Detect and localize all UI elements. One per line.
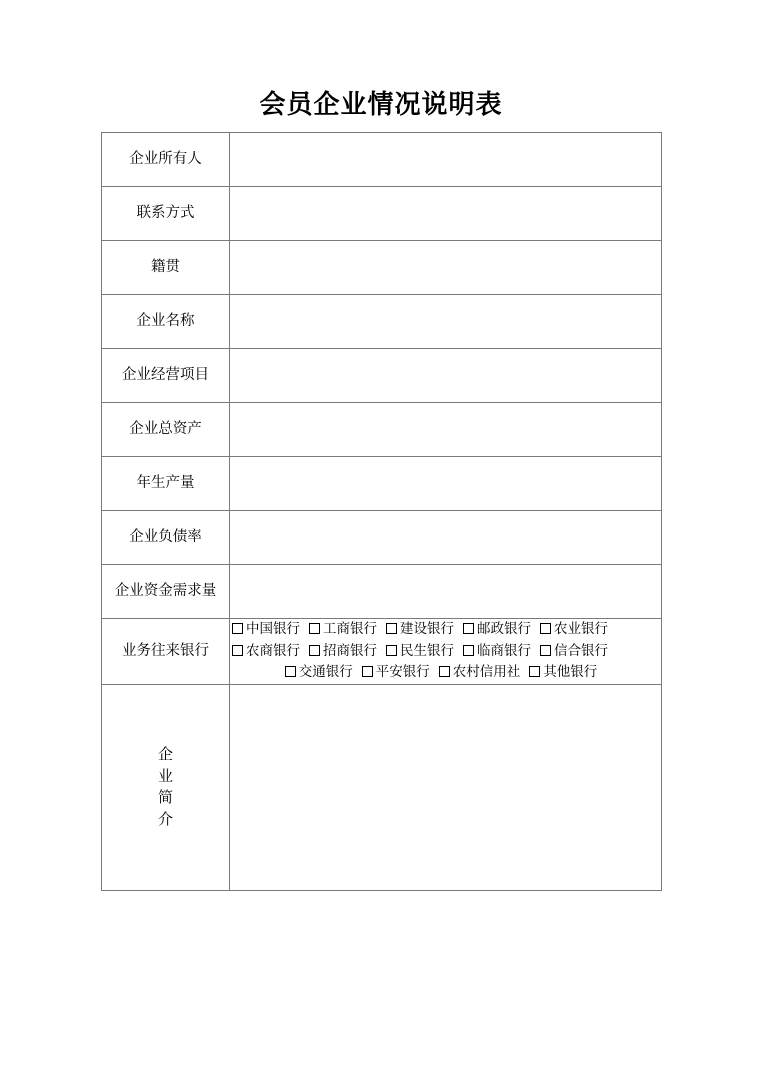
checkbox-icon[interactable]: [309, 623, 320, 634]
bank-option-label: 交通银行: [298, 664, 353, 681]
bank-option-label: 其他银行: [543, 664, 598, 681]
field-value-business-project[interactable]: [230, 349, 662, 403]
bank-option-line-3: [230, 662, 661, 684]
field-label-hometown: 籍贯: [102, 241, 230, 295]
bank-option[interactable]: [529, 662, 597, 684]
field-label-capital-demand: 企业资金需求量: [102, 565, 230, 619]
intro-label-char: 介: [157, 810, 173, 829]
checkbox-icon[interactable]: [232, 645, 243, 656]
bank-option-label: 中国银行: [246, 621, 300, 637]
table-row: [102, 295, 662, 349]
field-label-debt-ratio: 企业负债率: [102, 511, 230, 565]
bank-option-label: 农业银行: [554, 621, 608, 637]
bank-option[interactable]: [386, 641, 454, 663]
field-label-company-name: 企业名称: [102, 295, 230, 349]
bank-option-label: 邮政银行: [477, 621, 531, 637]
field-label-total-assets: 企业总资产: [102, 403, 230, 457]
bank-option[interactable]: [285, 662, 353, 684]
table-row: [102, 403, 662, 457]
field-label-banks: 业务往来银行: [102, 619, 230, 685]
intro-label-char: 简: [157, 788, 173, 807]
bank-option-label: 建设银行: [400, 621, 454, 637]
bank-option[interactable]: [232, 619, 300, 641]
bank-option-label: 临商银行: [477, 642, 531, 659]
bank-option[interactable]: [386, 619, 454, 641]
field-value-annual-output[interactable]: [230, 457, 662, 511]
table-row: [102, 349, 662, 403]
field-value-owner[interactable]: [230, 133, 662, 187]
table-body: [102, 133, 662, 891]
bank-option-label: 信合银行: [554, 642, 608, 659]
bank-option-label: 民生银行: [400, 642, 454, 659]
checkbox-icon[interactable]: [386, 645, 397, 656]
field-value-hometown[interactable]: [230, 241, 662, 295]
bank-option-label: 平安银行: [375, 664, 430, 681]
bank-option[interactable]: [540, 641, 608, 663]
bank-option-label: 工商银行: [323, 621, 377, 637]
page-title: 会员企业情况说明表: [259, 90, 503, 120]
table-row: [102, 241, 662, 295]
table-row-intro: [102, 684, 662, 890]
checkbox-icon[interactable]: [540, 645, 551, 656]
field-label-business-project: 企业经营项目: [102, 349, 230, 403]
bank-option-line-1: [230, 619, 661, 641]
field-value-contact[interactable]: [230, 187, 662, 241]
member-enterprise-form-table: [101, 132, 662, 891]
checkbox-icon[interactable]: [386, 623, 397, 634]
checkbox-icon[interactable]: [463, 623, 474, 634]
field-value-company-intro[interactable]: [230, 684, 662, 890]
intro-label-char: 企: [157, 744, 173, 763]
bank-option-label: 农村信用社: [452, 664, 521, 681]
field-value-company-name[interactable]: [230, 295, 662, 349]
bank-option[interactable]: [463, 619, 531, 641]
checkbox-icon[interactable]: [439, 666, 450, 677]
bank-option-line-2: [230, 641, 661, 663]
field-label-contact: 联系方式: [102, 187, 230, 241]
checkbox-icon[interactable]: [362, 666, 373, 677]
bank-option-label: 招商银行: [323, 642, 377, 659]
field-label-company-intro: [102, 684, 230, 890]
checkbox-icon[interactable]: [540, 623, 551, 634]
table-row: [102, 133, 662, 187]
checkbox-icon[interactable]: [309, 645, 320, 656]
field-label-annual-output: 年生产量: [102, 457, 230, 511]
field-value-total-assets[interactable]: [230, 403, 662, 457]
checkbox-icon[interactable]: [232, 623, 243, 634]
bank-option[interactable]: [362, 662, 430, 684]
table-row: [102, 511, 662, 565]
bank-option[interactable]: [463, 641, 531, 663]
bank-option[interactable]: [309, 641, 377, 663]
field-value-capital-demand[interactable]: [230, 565, 662, 619]
field-value-debt-ratio[interactable]: [230, 511, 662, 565]
field-label-owner: 企业所有人: [102, 133, 230, 187]
field-value-banks: [230, 619, 662, 685]
bank-option[interactable]: [540, 619, 608, 641]
intro-label-char: 业: [157, 766, 173, 785]
checkbox-icon[interactable]: [529, 666, 540, 677]
bank-option[interactable]: [309, 619, 377, 641]
table-row-banks: [102, 619, 662, 685]
checkbox-icon[interactable]: [285, 666, 296, 677]
checkbox-icon[interactable]: [463, 645, 474, 656]
table-row: [102, 457, 662, 511]
bank-option-label: 农商银行: [246, 642, 300, 659]
bank-option[interactable]: [232, 641, 300, 663]
table-row: [102, 565, 662, 619]
table-row: [102, 187, 662, 241]
bank-option[interactable]: [439, 662, 521, 684]
